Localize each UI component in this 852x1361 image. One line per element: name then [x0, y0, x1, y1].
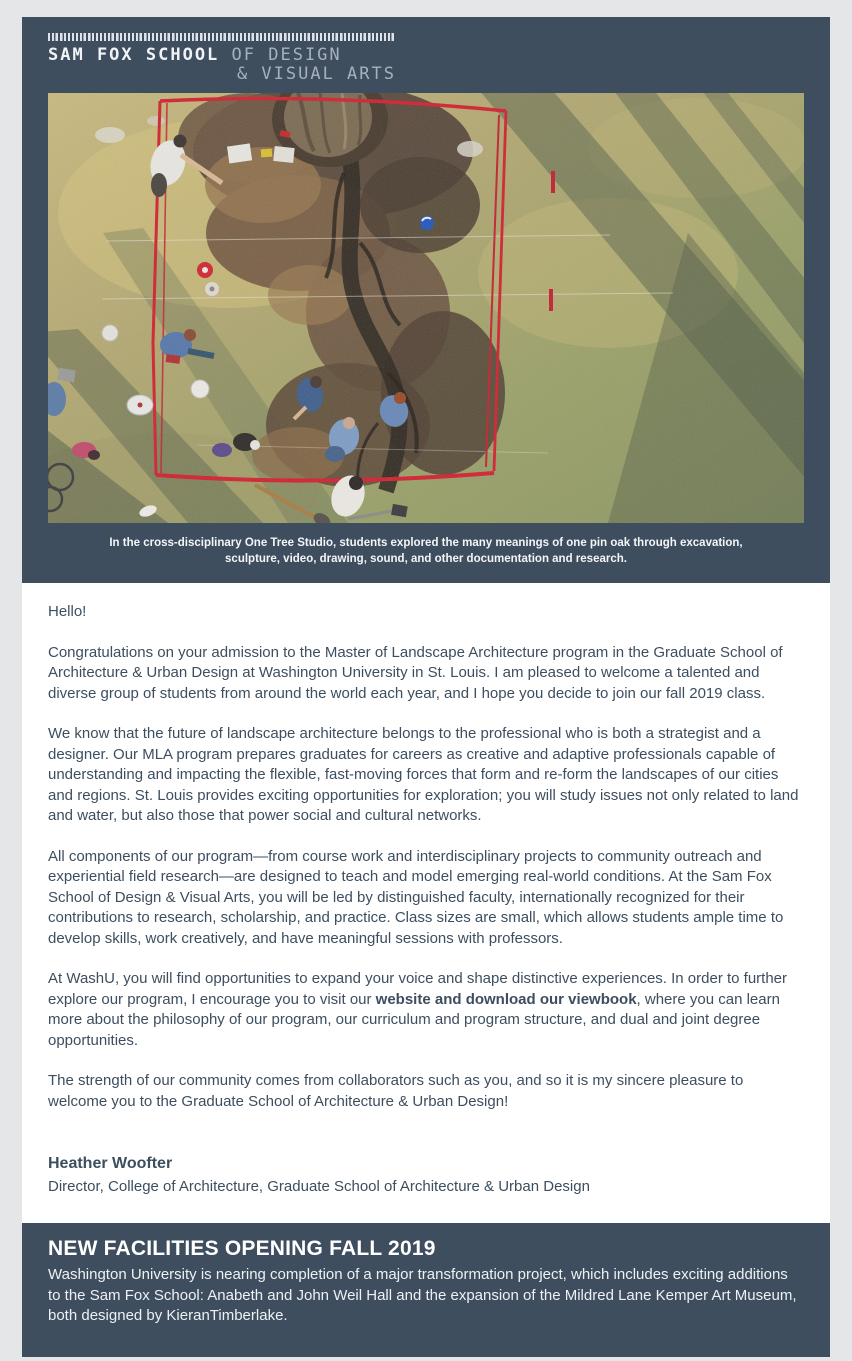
logo-school-name: SAM FOX SCHOOL — [48, 45, 220, 65]
letter-greeting: Hello! — [48, 603, 87, 620]
letter-paragraph-pre: At WashU, you will find opportunities to expand your voice and shape distinctive experiences. In order to further explore our program, I encourage you to visit our — [48, 970, 788, 1008]
email-panel — [22, 17, 830, 1357]
letter-body — [22, 583, 830, 1223]
logo-barcode-icon — [48, 33, 396, 41]
photo-caption: In the cross-disciplinary One Tree Studio, students explored the many meanings of one pin oak through excavation, sculpture, video, drawing, sound, and other documentation and research. — [109, 537, 743, 565]
new-facilities-section — [22, 1223, 830, 1357]
viewbook-link[interactable]: website and download our viewbook — [375, 990, 637, 1008]
new-facilities-body: Washington University is nearing completion of a major transformation project, which includes exciting additions to the Sam Fox School: Anabeth and John Weil Hall and the expansion of the Mildred Lane Kemper Art Museum, both designed by KieranTimberlake. — [48, 1266, 797, 1324]
letter-paragraph: We know that the future of landscape architecture belongs to the professional who is both a strategist and a designer. Our MLA program prepares graduates for careers as creative and adaptive professionals capable of understanding and impacting the flexible, fast-moving forces that form and re-form the landscapes of our cities and regions. St. Louis provides exciting opportunities for exploration; you will study issues not only related to land and water, but also those that power social and cultural networks. — [48, 725, 799, 824]
logo-line2: & VISUAL ARTS — [236, 64, 396, 84]
new-facilities-heading: NEW FACILITIES OPENING FALL 2019 — [48, 1237, 436, 1260]
letter-paragraph: Congratulations on your admission to the Master of Landscape Architecture program in the Graduate School of Architecture & Urban Design at Washington University in St. Louis. I am pleased to welcome a talented and diverse group of students from around the world each year, and I hope you decide to join our fall 2019 class. — [48, 643, 783, 702]
logo-of-design: OF DESIGN — [219, 45, 342, 65]
letter-paragraph-post: , where you can learn more about the philosophy of our program, our curriculum and program structure, and dual and joint degree opportunities. — [48, 990, 780, 1049]
samfox-logo — [22, 17, 830, 93]
logo-line1 — [48, 46, 396, 65]
letter-paragraph: The strength of our community comes from collaborators such as you, and so it is my sincere pleasure to welcome you to the Graduate School of Architecture & Urban Design! — [48, 1072, 744, 1110]
signature-title: Director, College of Architecture, Graduate School of Architecture & Urban Design — [48, 1177, 590, 1195]
signature-name: Heather Woofter — [48, 1155, 173, 1172]
one-tree-studio-photo — [48, 93, 804, 523]
letter-paragraph: All components of our program—from course work and interdisciplinary projects to community outreach and experiential field research—are designed to teach and model emerging real-world conditions. At the Sam Fox School of Design & Visual Arts, you will be led by distinguished faculty, internationally recognized for their contributions to research, scholarship, and practice. Class sizes are small, which allows students ample time to develop skills, work creatively, and have meaningful sessions with professors. — [48, 847, 784, 947]
letter-paragraph — [48, 969, 804, 1051]
